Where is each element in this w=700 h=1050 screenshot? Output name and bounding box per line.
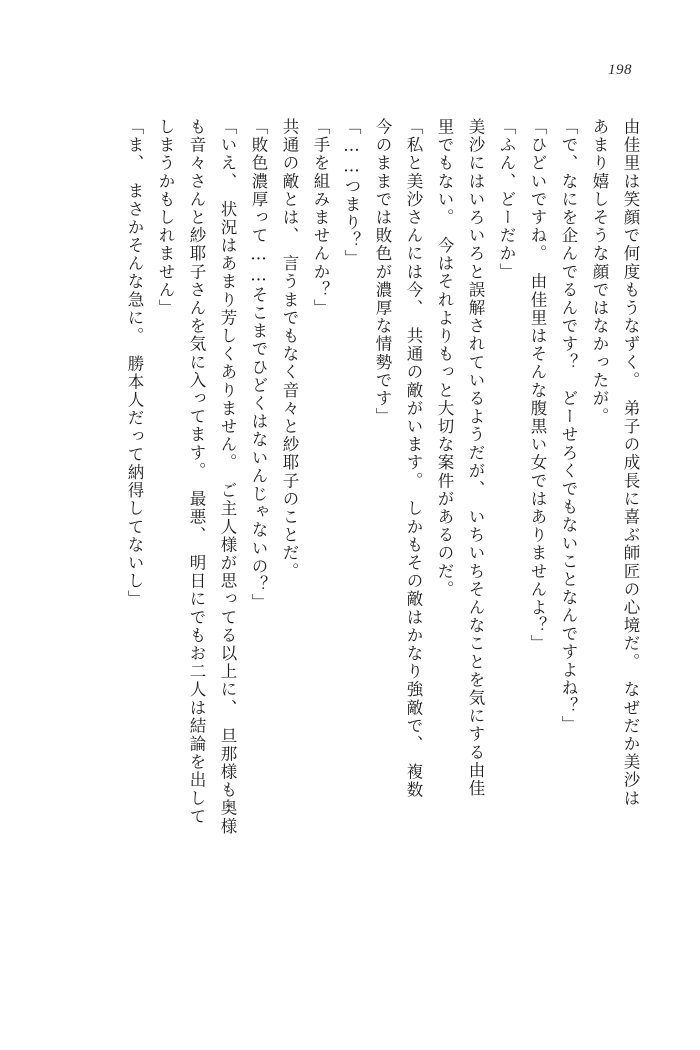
text-line: 今のままでは敗色が濃厚な情勢です」 — [373, 118, 392, 426]
text-line: 由佳里は笑顔で何度もうなずく。 弟子の成長に喜ぶ師匠の心境だ。 なぜだか美沙は — [621, 118, 640, 808]
text-line: 里でもない。 今はそれよりもっと大切な案件があるのだ。 — [435, 118, 454, 599]
text-line: 美沙にはいろいろと誤解されているようだが、 いちいちそんなことを気にする由佳 — [466, 118, 485, 798]
text-line: 「ま、 まさかそんな急に。 勝本人だって納得してないし」 — [125, 118, 144, 609]
page-text-body — [66, 118, 638, 1008]
text-line: 「ひどいですね。 由佳里はそんな腹黒い女ではありませんよ？」 — [528, 118, 547, 653]
text-line: 「……つまり？」 — [342, 118, 361, 268]
text-line: 「で、なにを企んでるんです？ どーせろくでもないことなんですよね？」 — [559, 118, 578, 734]
text-line: 共通の敵とは、 言うまでもなく音々と紗耶子のことだ。 — [280, 118, 299, 581]
text-line: 「私と美沙さんには今、 共通の敵がいます。 しかもその敵はかなり強敵で、 複数 — [404, 118, 423, 800]
text-line: 「敗色濃厚って……そこまでひどくはないんじゃないの？」 — [249, 118, 268, 612]
text-line: しまうかもしれません」 — [156, 118, 175, 318]
text-line: も音々さんと紗耶子さんを気に入ってます。 最悪、 明日にでもお二人は結論を出して — [187, 118, 206, 826]
page-number: 198 — [608, 62, 632, 78]
text-line: 「手を組みませんか？」 — [311, 118, 330, 318]
text-line: 「ふん、どーだか」 — [497, 118, 516, 281]
text-line: 「いえ、 状況はあまり芳しくありません。 ご主人様が思ってる以上に、 旦那様も奥様 — [218, 118, 237, 836]
text-line: あまり嬉しそうな顔ではなかったが。 — [590, 118, 609, 426]
